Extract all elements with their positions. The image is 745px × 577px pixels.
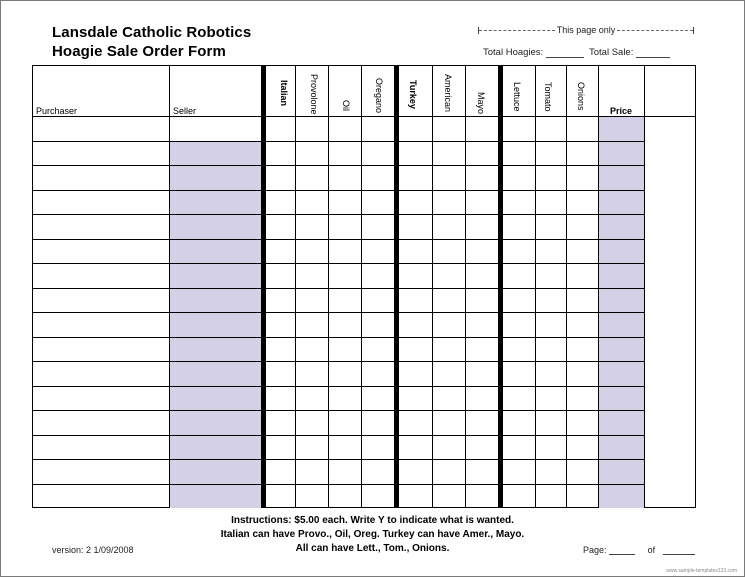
row-rule — [33, 263, 644, 264]
col-rule — [295, 66, 296, 508]
row-rule — [33, 386, 644, 387]
seller-header: Seller — [173, 106, 197, 116]
page-number-field[interactable] — [609, 545, 635, 555]
col-rule — [328, 66, 329, 508]
order-grid — [32, 65, 696, 508]
version-text: version: 2 1/09/2008 — [52, 545, 134, 555]
col-rule — [465, 66, 466, 508]
total-hoagies-label: Total Hoagies: — [483, 47, 544, 58]
total-hoagies-field[interactable] — [546, 48, 584, 58]
row-rule — [33, 239, 644, 240]
page-total-field[interactable] — [663, 545, 695, 555]
row-rule — [33, 337, 644, 338]
row-rule — [33, 288, 644, 289]
col-rule — [169, 66, 170, 508]
instructions-line-3: All can have Lett., Tom., Onions. — [295, 543, 450, 554]
org-title: Lansdale Catholic Robotics — [52, 24, 252, 41]
col-rule — [598, 66, 599, 508]
total-sale — [589, 47, 670, 58]
lettuce-header: Lettuce — [512, 82, 522, 112]
page-label: Page: — [583, 545, 607, 555]
italian-header: Italian — [279, 80, 289, 107]
total-sale-field[interactable] — [636, 48, 670, 58]
col-rule — [644, 66, 645, 508]
col-rule — [432, 66, 433, 508]
tomato-header: Tomato — [543, 82, 553, 112]
mayo-header: Mayo — [476, 92, 486, 115]
oil-header: Oil — [341, 100, 351, 111]
col-rule — [566, 66, 567, 508]
col-rule-thick — [498, 66, 503, 508]
row-rule — [33, 312, 644, 313]
row-rule — [33, 484, 644, 485]
instructions-line-2: Italian can have Provo., Oil, Oreg. Turkey can have Amer., Mayo. — [220, 529, 525, 540]
header-rule — [33, 116, 695, 117]
total-hoagies — [483, 47, 584, 58]
onions-header: Onions — [576, 82, 586, 111]
col-rule — [535, 66, 536, 508]
page-counter — [583, 545, 695, 555]
page-only-note — [478, 25, 694, 35]
row-rule — [33, 435, 644, 436]
price-header: Price — [610, 106, 633, 116]
row-rule — [33, 190, 644, 191]
watermark: www.sample-templates123.com — [666, 568, 737, 574]
row-rule — [33, 141, 644, 142]
page-only-label: This page only — [556, 25, 616, 35]
turkey-header: Turkey — [408, 80, 418, 109]
instructions-line-1: Instructions: $5.00 each. Write Y to indicate what is wanted. — [231, 515, 514, 526]
row-rule — [33, 410, 644, 411]
col-rule-thick — [394, 66, 399, 508]
row-rule — [33, 165, 644, 166]
row-rule — [33, 361, 644, 362]
row-rule — [33, 214, 644, 215]
of-label: of — [647, 545, 656, 555]
col-rule-thick — [261, 66, 266, 508]
oregano-header: Oregano — [374, 78, 384, 114]
row-rule — [33, 459, 644, 460]
col-rule — [361, 66, 362, 508]
purchaser-header: Purchaser — [36, 106, 78, 116]
total-sale-label: Total Sale: — [589, 47, 634, 58]
provolone-header: Provolone — [309, 74, 319, 115]
seller-shade — [170, 141, 261, 508]
form-title: Hoagie Sale Order Form — [52, 43, 226, 60]
american-header: American — [443, 74, 453, 113]
